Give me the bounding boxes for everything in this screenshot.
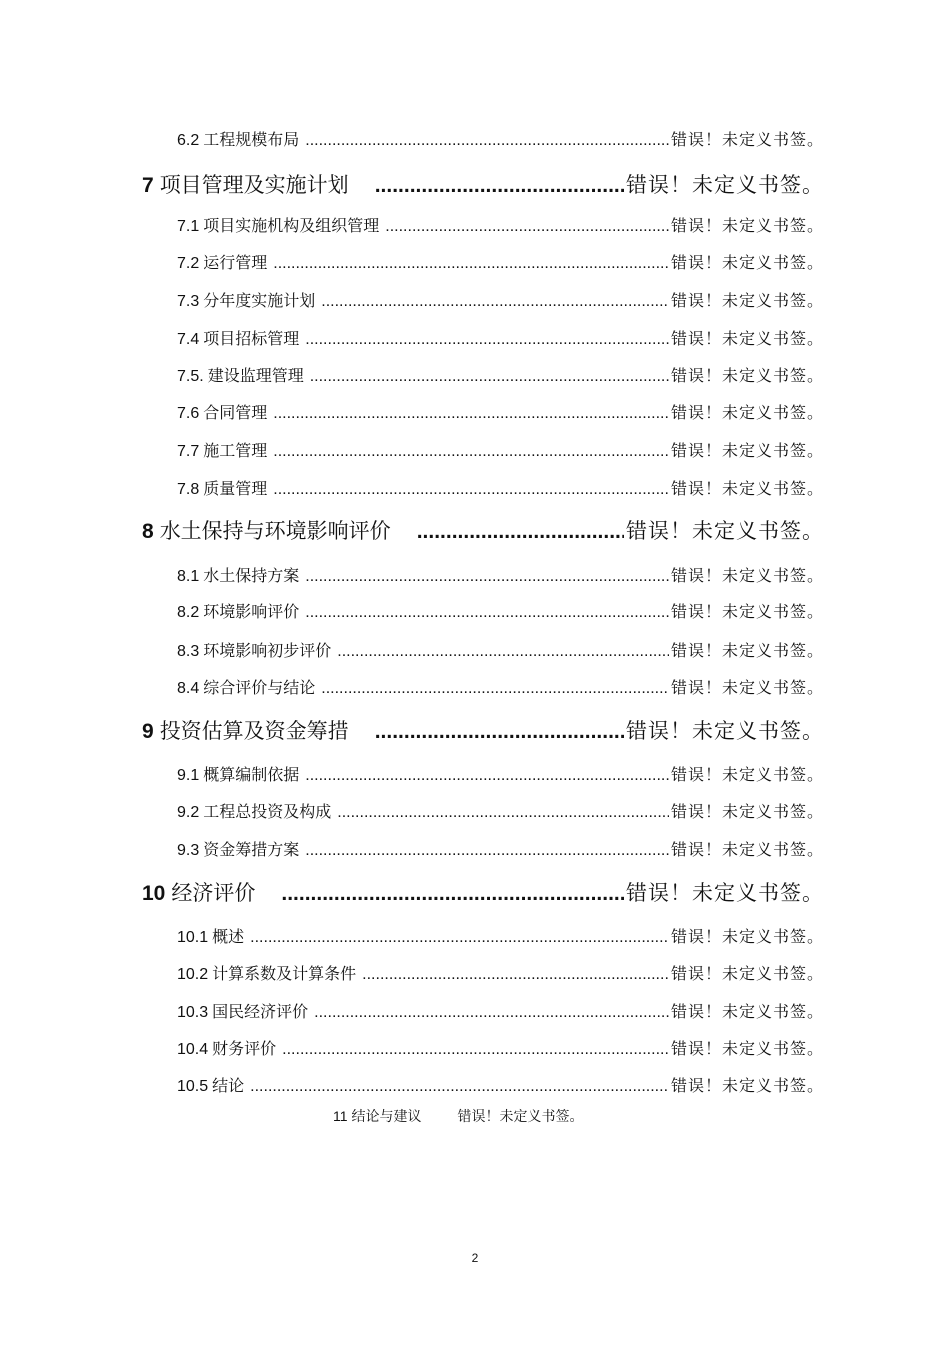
toc-number: 8.4: [177, 680, 200, 697]
toc-entry-7-6[interactable]: [177, 400, 824, 422]
toc-entry-8-2[interactable]: [177, 599, 824, 621]
toc-title: 财务评价: [212, 1039, 277, 1058]
toc-page-ref: 错误！未定义书签。: [670, 927, 824, 946]
toc-number: 9.3: [177, 842, 200, 859]
dot-leader: [305, 568, 669, 586]
toc-page-ref: 错误！未定义书签。: [670, 566, 824, 585]
toc-title: 工程总投资及构成: [203, 802, 332, 821]
toc-entry-7-7[interactable]: [177, 438, 824, 460]
toc-entry-10-4[interactable]: [177, 1036, 824, 1058]
dot-leader: [305, 132, 669, 150]
dot-leader: [337, 643, 669, 661]
toc-page-ref: 错误！未定义书签。: [670, 216, 824, 235]
toc-title: 水土保持与环境影响评价: [159, 519, 391, 543]
toc-page-ref: 错误！未定义书签。: [670, 253, 824, 272]
toc-page-ref: 错误！未定义书签。: [670, 678, 824, 697]
toc-title: 施工管理: [203, 441, 268, 460]
toc-number: 8.2: [177, 604, 200, 621]
toc-page-ref: 错误！未定义书签。: [670, 130, 824, 149]
toc-title: 环境影响评价: [203, 602, 300, 621]
dot-leader: [282, 1041, 669, 1059]
toc-number: 8.3: [177, 643, 200, 660]
toc-page-ref: 错误！未定义书签。: [626, 719, 824, 743]
toc-page-ref: 错误！未定义书签。: [670, 441, 824, 460]
toc-page-ref: 错误！未定义书签。: [670, 403, 824, 422]
toc-entry-7-1[interactable]: [177, 213, 824, 235]
toc-title: 环境影响初步评价: [203, 641, 332, 660]
toc-entry-8-1[interactable]: [177, 563, 824, 585]
toc-title: 经济评价: [171, 881, 256, 905]
toc-page-ref: 错误！未定义书签。: [457, 1109, 584, 1125]
toc-title: 国民经济评价: [212, 1002, 309, 1021]
dot-leader: [305, 604, 669, 622]
toc-title: 综合评价与结论: [203, 678, 316, 697]
dot-leader: [305, 767, 669, 785]
dot-leader: [273, 255, 669, 273]
toc-page-ref: 错误！未定义书签。: [626, 519, 824, 543]
toc-title: 结论: [212, 1076, 245, 1095]
toc-entry-9-1[interactable]: [177, 762, 824, 784]
toc-page-ref: 错误！未定义书签。: [670, 291, 824, 310]
toc-page-ref: 错误！未定义书签。: [670, 802, 824, 821]
dot-leader: [250, 929, 669, 947]
dot-leader: [321, 293, 669, 311]
dot-leader: [385, 218, 669, 236]
toc-page-ref: 错误！未定义书签。: [670, 602, 824, 621]
toc-number: 7.2: [177, 255, 200, 272]
dot-leader: [273, 443, 669, 461]
dot-leader: [314, 1004, 669, 1022]
toc-entry-7[interactable]: [142, 169, 824, 197]
dot-leader: [337, 804, 669, 822]
toc-entry-7-8[interactable]: [177, 476, 824, 498]
toc-title: 项目招标管理: [203, 329, 300, 348]
toc-entry-7-5[interactable]: [177, 363, 824, 385]
dot-leader: [273, 481, 669, 499]
toc-title: 工程规模布局: [203, 130, 300, 149]
toc-entry-11[interactable]: [333, 1106, 584, 1126]
toc-number: 10.5: [177, 1078, 209, 1095]
toc-page-ref: 错误！未定义书签。: [670, 765, 824, 784]
dot-leader: [375, 720, 624, 744]
toc-entry-10-5[interactable]: [177, 1073, 824, 1095]
toc-number: 10.2: [177, 966, 209, 983]
toc-number: 7.5.: [177, 368, 204, 385]
toc-number: 10.4: [177, 1041, 209, 1058]
toc-number: 7.3: [177, 293, 200, 310]
toc-page-ref: 错误！未定义书签。: [670, 479, 824, 498]
toc-title: 结论与建议: [351, 1109, 422, 1125]
toc-entry-10-3[interactable]: [177, 999, 824, 1021]
toc-number: 10: [142, 882, 166, 905]
toc-number: 6.2: [177, 132, 200, 149]
toc-number: 7.7: [177, 443, 200, 460]
toc-number: 9.2: [177, 804, 200, 821]
dot-leader: [417, 520, 624, 544]
toc-page-ref: 错误！未定义书签。: [670, 366, 824, 385]
toc-page-ref: 错误！未定义书签。: [626, 173, 824, 197]
toc-entry-10[interactable]: [142, 877, 824, 905]
toc-number: 7.4: [177, 331, 200, 348]
toc-title: 建设监理管理: [207, 366, 304, 385]
toc-title: 项目管理及实施计划: [159, 173, 349, 197]
toc-number: 10.3: [177, 1004, 209, 1021]
toc-number: 10.1: [177, 929, 209, 946]
toc-number: 8.1: [177, 568, 200, 585]
toc-page-ref: 错误！未定义书签。: [670, 964, 824, 983]
toc-number: 8: [142, 520, 154, 543]
toc-page-ref: 错误！未定义书签。: [670, 1002, 824, 1021]
toc-title: 运行管理: [203, 253, 268, 272]
toc-entry-8-3[interactable]: [177, 638, 824, 660]
dot-leader: [305, 842, 669, 860]
toc-title: 概述: [212, 927, 245, 946]
toc-title: 资金筹措方案: [203, 840, 300, 859]
dot-leader: [362, 966, 669, 984]
toc-page-ref: 错误！未定义书签。: [670, 641, 824, 660]
toc-number: 9.1: [177, 767, 200, 784]
toc-number: 11: [333, 1108, 348, 1124]
dot-leader: [310, 368, 669, 386]
dot-leader: [273, 405, 669, 423]
toc-entry-7-4[interactable]: [177, 326, 824, 348]
toc-title: 投资估算及资金筹措: [159, 719, 349, 743]
toc-entry-10-1[interactable]: [177, 924, 824, 946]
toc-title: 分年度实施计划: [203, 291, 316, 310]
toc-page-ref: 错误！未定义书签。: [670, 1039, 824, 1058]
toc-title: 计算系数及计算条件: [212, 964, 357, 983]
toc-number: 7.6: [177, 405, 200, 422]
toc-title: 概算编制依据: [203, 765, 300, 784]
toc-title: 合同管理: [203, 403, 268, 422]
toc-entry-7-3[interactable]: [177, 288, 824, 310]
dot-leader: [305, 331, 669, 349]
toc-number: 7: [142, 174, 154, 197]
dot-leader: [250, 1078, 669, 1096]
toc-entry-8[interactable]: [142, 515, 824, 543]
dot-leader: [375, 174, 624, 198]
toc-page-ref: 错误！未定义书签。: [670, 1076, 824, 1095]
toc-entry-9[interactable]: [142, 715, 824, 743]
toc-title: 项目实施机构及组织管理: [203, 216, 380, 235]
toc-number: 7.1: [177, 218, 200, 235]
toc-entry-9-2[interactable]: [177, 799, 824, 821]
page-number: 2: [471, 1251, 479, 1265]
dot-leader: [281, 882, 624, 906]
toc-entry-8-4[interactable]: [177, 675, 824, 697]
toc-entry-6-2[interactable]: [177, 127, 824, 149]
toc-title: 质量管理: [203, 479, 268, 498]
toc-number: 9: [142, 720, 154, 743]
dot-leader: [321, 680, 669, 698]
toc-page-ref: 错误！未定义书签。: [670, 840, 824, 859]
toc-number: 7.8: [177, 481, 200, 498]
toc-title: 水土保持方案: [203, 566, 300, 585]
toc-page-ref: 错误！未定义书签。: [626, 881, 824, 905]
toc-entry-9-3[interactable]: [177, 837, 824, 859]
toc-page-ref: 错误！未定义书签。: [670, 329, 824, 348]
toc-entry-10-2[interactable]: [177, 961, 824, 983]
toc-entry-7-2[interactable]: [177, 250, 824, 272]
